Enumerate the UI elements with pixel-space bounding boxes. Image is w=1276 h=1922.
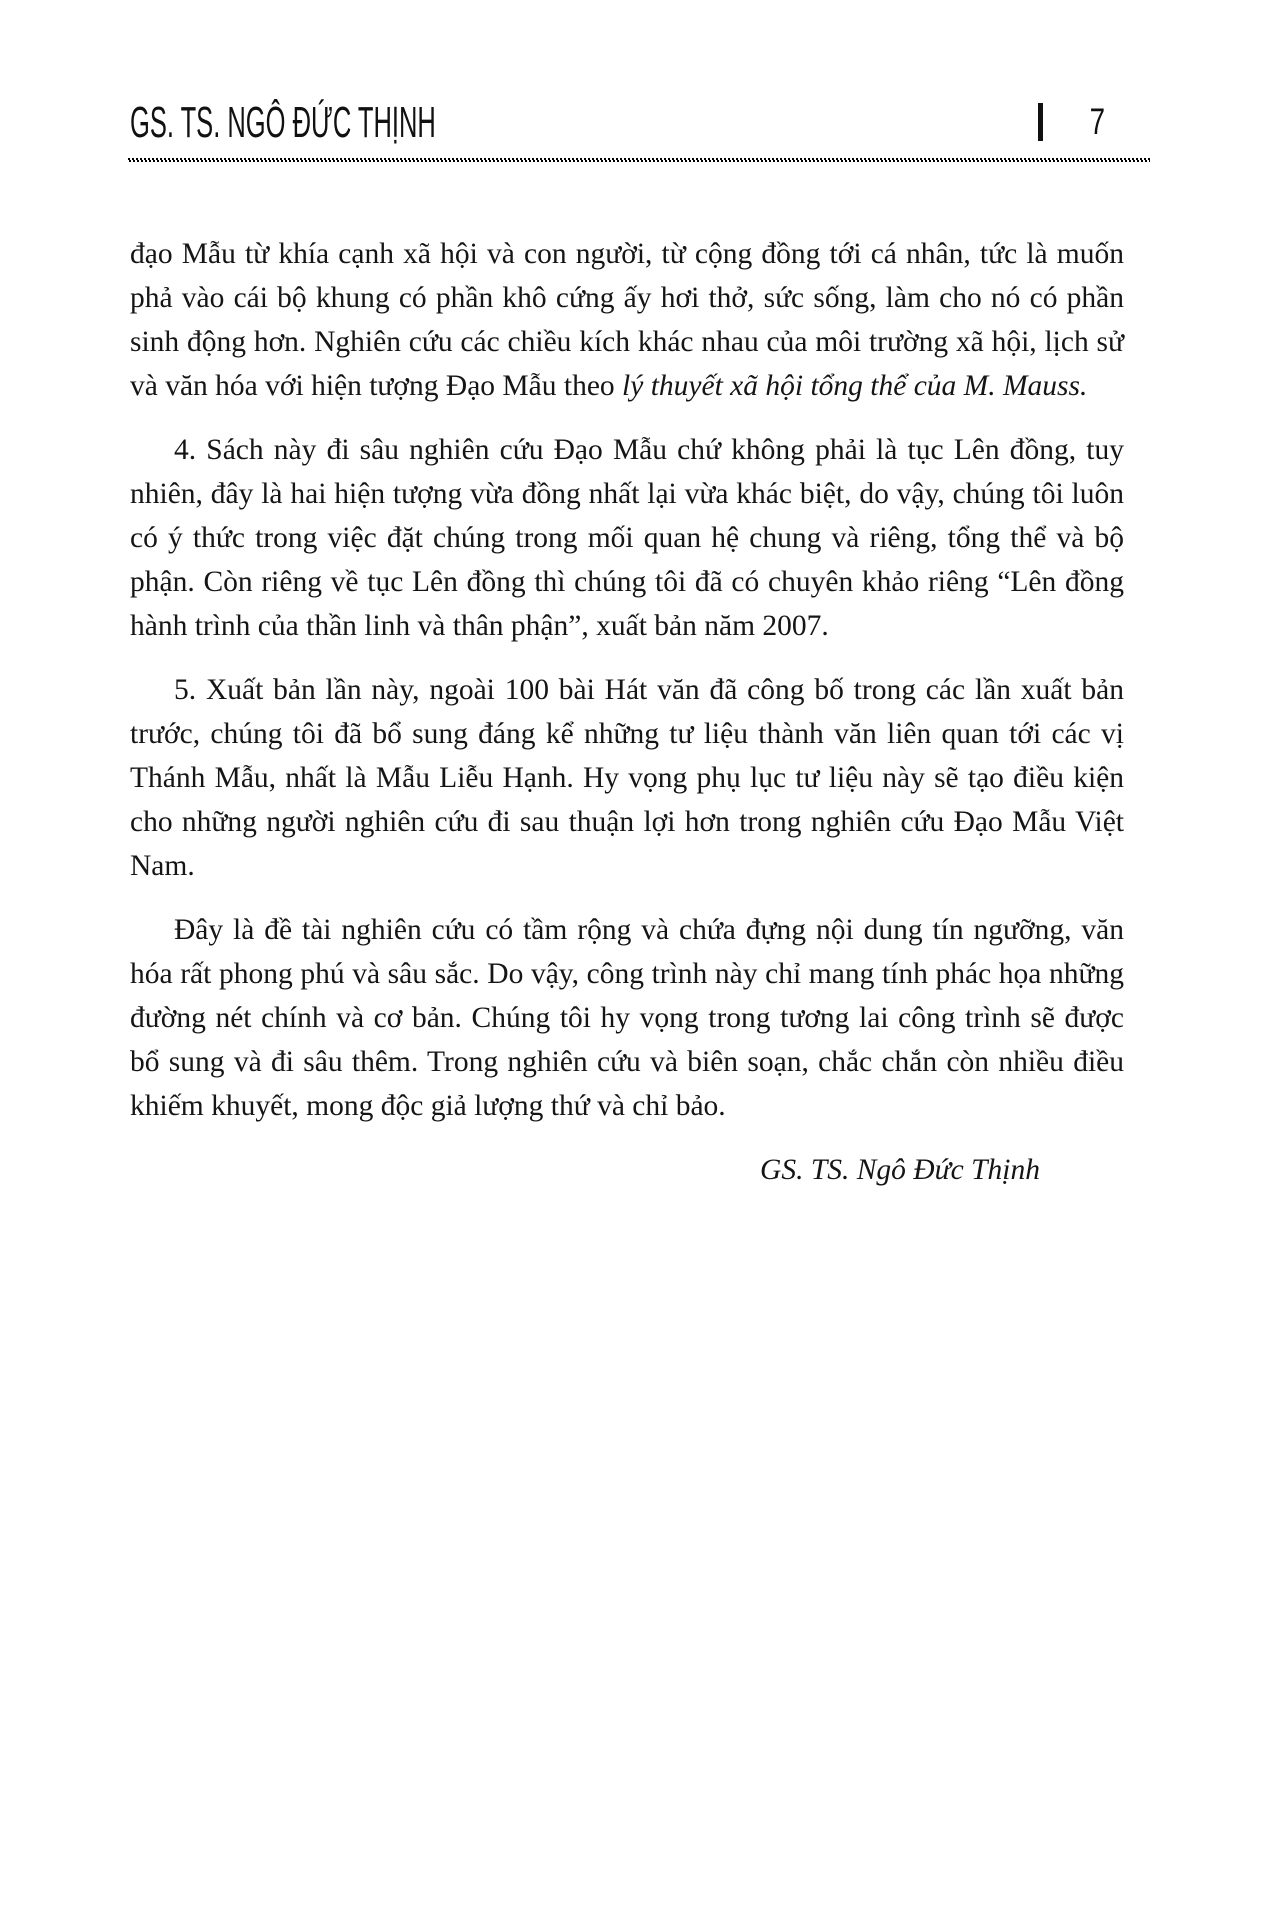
paragraph — [130, 232, 1124, 408]
text-run: đạo Mẫu từ khía cạnh xã hội và con người, từ cộng đồng tới cá nhân, tức là muốn phả vào cái bộ khung có phần khô cứng ấy hơi thở, sức sống, làm cho nó có phần sinh động hơn. Nghiên cứu các chiều kích khác nhau của môi trường xã hội, lịch sử và văn hóa với hiện tượng Đạo Mẫu theo — [130, 238, 1124, 402]
header-author-title: GS. TS. NGÔ ĐỨC THỊNH — [130, 98, 436, 147]
page-number-group — [1038, 96, 1108, 148]
page-number: 7 — [1089, 101, 1106, 142]
paragraph — [130, 908, 1124, 1128]
signature: GS. TS. Ngô Đức Thịnh — [760, 1154, 1040, 1186]
text-run: 4. Sách này đi sâu nghiên cứu Đạo Mẫu chứ không phải là tục Lên đồng, tuy nhiên, đây là hai hiện tượng vừa đồng nhất lại vừa khác biệt, do vậy, chúng tôi luôn có ý thức trong việc đặt chúng trong mối quan hệ chung và riêng, tổng thể và bộ phận. Còn riêng về tục Lên đồng thì chúng tôi đã có chuyên khảo riêng “Lên đồng hành trình của thần linh và thân phận”, xuất bản năm 2007. — [130, 434, 1124, 642]
page-number-separator — [1038, 103, 1043, 141]
page-body — [130, 232, 1124, 1192]
running-header — [130, 96, 1148, 148]
paragraph — [130, 668, 1124, 888]
italic-text-run: lý thuyết xã hội tổng thể của M. Mauss. — [622, 370, 1088, 402]
paragraphs — [130, 232, 1124, 1128]
paragraph — [130, 428, 1124, 648]
text-run: 5. Xuất bản lần này, ngoài 100 bài Hát văn đã công bố trong các lần xuất bản trước, chúng tôi đã bổ sung đáng kể những tư liệu thành văn liên quan tới các vị Thánh Mẫu, nhất là Mẫu Liễu Hạnh. Hy vọng phụ lục tư liệu này sẽ tạo điều kiện cho những người nghiên cứu đi sau thuận lợi hơn trong nghiên cứu Đạo Mẫu Việt Nam. — [130, 674, 1124, 882]
header-dotted-rule — [128, 158, 1150, 162]
text-run: Đây là đề tài nghiên cứu có tầm rộng và chứa đựng nội dung tín ngưỡng, văn hóa rất phong phú và sâu sắc. Do vậy, công trình này chỉ mang tính phác họa những đường nét chính và cơ bản. Chúng tôi hy vọng trong tương lai công trình sẽ được bổ sung và đi sâu thêm. Trong nghiên cứu và biên soạn, chắc chắn còn nhiều điều khiếm khuyết, mong độc giả lượng thứ và chỉ bảo. — [130, 914, 1124, 1122]
